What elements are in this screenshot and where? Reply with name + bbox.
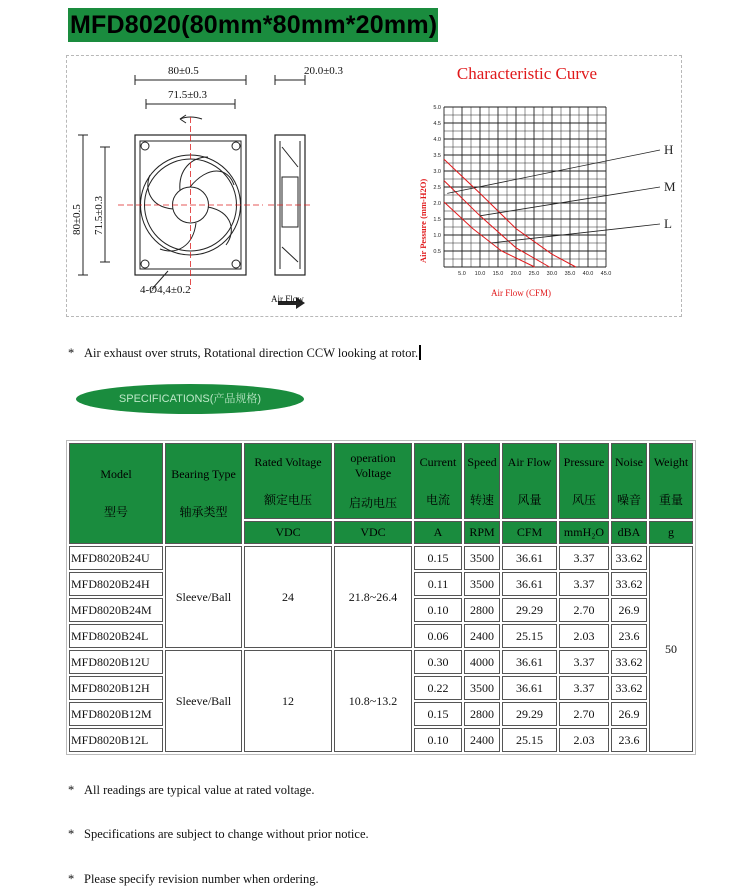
text-cursor [419,345,421,360]
rated-voltage-cell: 12 [244,650,332,752]
curve-line-l [444,202,535,267]
unit-cell: VDC [244,521,332,544]
unit-cell: CFM [502,521,557,544]
pressure-cell: 3.37 [559,572,609,596]
dim-height-label: 80±0.5 [71,204,83,235]
header-cn: 噪音 [616,492,641,507]
header-en: Noise [615,454,643,469]
x-tick-label: 45.0 [600,271,612,277]
speed-cell: 4000 [464,650,500,674]
noise-cell: 33.62 [611,572,647,596]
header-en: Weight [653,454,689,469]
noise-cell: 33.62 [611,650,647,674]
header-cell [165,443,242,544]
pressure-cell: 2.03 [559,624,609,648]
x-tick-label: 5.0 [458,271,466,277]
header-en: Speed [467,454,497,469]
x-tick-label: 10.0 [474,271,486,277]
current-cell: 0.22 [414,676,462,700]
header-cn: 风压 [571,492,596,507]
unit-cell: mmH₂O [559,521,609,544]
pressure-cell: 2.03 [559,728,609,752]
header-cell [69,443,163,544]
specifications-badge: SPECIFICATIONS(产品规格) [76,384,304,414]
noise-cell: 23.6 [611,728,647,752]
noise-cell: 26.9 [611,598,647,622]
dim-hole-span-label: 71.5±0.3 [168,89,208,101]
header-en: Air Flow [507,454,552,469]
operation-voltage-cell: 21.8~26.4 [334,546,412,648]
header-en: operation Voltage [350,450,396,480]
header-en: Rated Voltage [254,454,322,469]
current-cell: 0.10 [414,598,462,622]
header-cell [611,443,647,519]
model-cell: MFD8020B12M [69,702,163,726]
y-tick-label: 3.0 [433,169,441,175]
header-cell [559,443,609,519]
airflow-cell: 25.15 [502,728,557,752]
unit-cell: g [649,521,693,544]
header-cell [464,443,500,519]
header-cn: 转速 [469,492,494,507]
y-tick-label: 0.5 [433,249,441,255]
dim-hole-span-v-label: 71.5±0.3 [93,195,105,235]
x-tick-label: 15.0 [492,271,504,277]
bearing-cell: Sleeve/Ball [165,546,242,648]
y-tick-label: 4.0 [433,137,441,143]
table-row [69,546,693,570]
page-title: MFD8020(80mm*80mm*20mm) [68,8,438,42]
header-cn: 重量 [658,492,683,507]
pressure-cell: 2.70 [559,702,609,726]
speed-cell: 3500 [464,572,500,596]
note-specs-change: * Specifications are subject to change without prior notice. [68,827,369,841]
current-cell: 0.15 [414,702,462,726]
hole-spec-label: 4-Ø4,4±0.2 [140,284,191,296]
header-en: Model [100,467,132,481]
note-readings: * All readings are typical value at rated voltage. [68,783,315,797]
curve-label-h: H [664,142,674,157]
speed-cell: 2800 [464,702,500,726]
table-row [69,650,693,674]
header-en: Current [419,454,457,469]
header-cell [334,443,412,519]
current-cell: 0.30 [414,650,462,674]
noise-cell: 26.9 [611,702,647,726]
unit-cell: A [414,521,462,544]
airflow-cell: 36.61 [502,546,557,570]
current-cell: 0.10 [414,728,462,752]
rated-voltage-cell: 24 [244,546,332,648]
model-cell: MFD8020B24U [69,546,163,570]
current-cell: 0.11 [414,572,462,596]
pressure-cell: 3.37 [559,650,609,674]
y-tick-label: 3.5 [433,153,441,159]
current-cell: 0.06 [414,624,462,648]
noise-cell: 33.62 [611,546,647,570]
y-tick-label: 1.0 [433,233,441,239]
pressure-cell: 2.70 [559,598,609,622]
y-axis-label: Air Pessure (mm-H2O) [418,178,428,263]
header-cn: 额定电压 [263,492,312,507]
bearing-cell: Sleeve/Ball [165,650,242,752]
note-specs-change-text: Specifications are subject to change without prior notice. [84,827,369,841]
header-cn: 型号 [103,505,128,519]
model-cell: MFD8020B24M [69,598,163,622]
weight-cell: 50 [649,546,693,752]
noise-cell: 23.6 [611,624,647,648]
unit-cell: VDC [334,521,412,544]
airflow-cell: 36.61 [502,572,557,596]
model-cell: MFD8020B12L [69,728,163,752]
y-tick-label: 1.5 [433,217,441,223]
note-airflow-text: Air exhaust over struts, Rotational direction CCW looking at rotor. [84,346,419,360]
header-en: Bearing Type [171,467,236,481]
x-tick-label: 20.0 [510,271,522,277]
note-airflow: * Air exhaust over struts, Rotational direction CCW looking at rotor. [68,345,421,361]
x-tick-label: 40.0 [582,271,594,277]
speed-cell: 3500 [464,546,500,570]
curve-label-m: M [664,179,676,194]
pressure-cell: 3.37 [559,546,609,570]
specifications-table [66,440,696,755]
header-cell [649,443,693,519]
x-tick-label: 35.0 [564,271,576,277]
header-cn: 启动电压 [348,496,397,511]
pressure-cell: 3.37 [559,676,609,700]
airflow-cell: 36.61 [502,650,557,674]
airflow-cell: 36.61 [502,676,557,700]
model-cell: MFD8020B24H [69,572,163,596]
header-cell [244,443,332,519]
model-cell: MFD8020B12U [69,650,163,674]
header-en: Pressure [563,454,605,469]
note-revision: * Please specify revision number when ordering. [68,872,319,886]
y-tick-label: 2.0 [433,201,441,207]
dim-thickness-label: 20.0±0.3 [304,65,344,77]
y-tick-label: 4.5 [433,121,441,127]
note-revision-text: Please specify revision number when ordering. [84,872,319,886]
dimension-drawing [68,57,368,315]
speed-cell: 2800 [464,598,500,622]
x-tick-label: 30.0 [546,271,558,277]
header-cn: 轴承类型 [179,505,228,519]
operation-voltage-cell: 10.8~13.2 [334,650,412,752]
model-cell: MFD8020B24L [69,624,163,648]
unit-cell: RPM [464,521,500,544]
y-tick-label: 5.0 [433,105,441,111]
airflow-cell: 29.29 [502,702,557,726]
noise-cell: 33.62 [611,676,647,700]
y-tick-label: 2.5 [433,185,441,191]
note-readings-text: All readings are typical value at rated voltage. [84,783,315,797]
header-cell [502,443,557,519]
airflow-cell: 25.15 [502,624,557,648]
speed-cell: 2400 [464,624,500,648]
dim-width-label: 80±0.5 [168,65,199,77]
unit-cell: dBA [611,521,647,544]
curve-label-l: L [664,216,672,231]
speed-cell: 2400 [464,728,500,752]
airflow-label: Air Flow [271,294,304,304]
airflow-cell: 29.29 [502,598,557,622]
header-cell [414,443,462,519]
x-tick-label: 25.0 [528,271,540,277]
x-axis-label: Air Flow (CFM) [491,288,552,298]
model-cell: MFD8020B12H [69,676,163,700]
header-cn: 电流 [425,492,450,507]
characteristic-curve-chart [374,57,680,315]
current-cell: 0.15 [414,546,462,570]
chart-title: Characteristic Curve [456,64,598,83]
speed-cell: 3500 [464,676,500,700]
header-cn: 风量 [517,492,542,507]
